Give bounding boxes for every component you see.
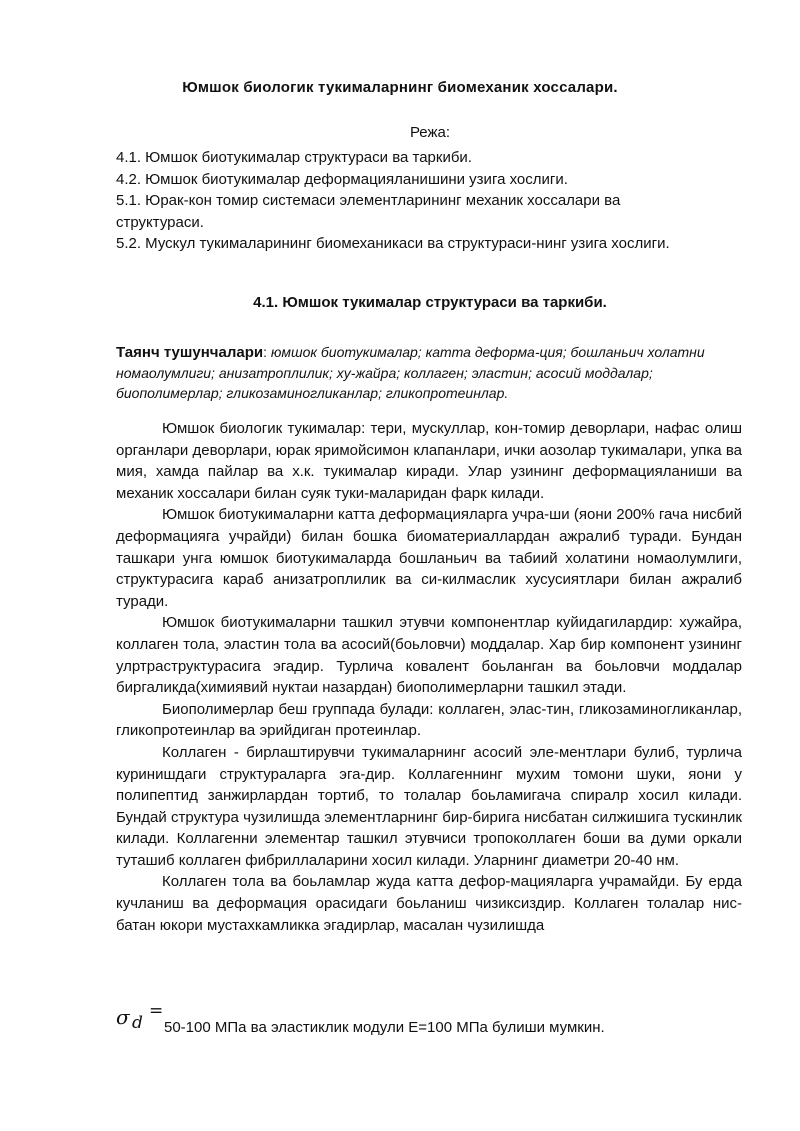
keywords-colon: : [263, 344, 267, 360]
keywords-block [116, 342, 746, 403]
paragraph: Биополимерлар беш группада булади: коллаген, элас-тин, гликозаминогликанлар, гликопротеинлар ва эрийдиган протеинлар. [116, 700, 742, 740]
paragraph: Юмшок биотукималарни ташкил этувчи компонентлар куйидагилардир: хужайра, коллаген тола, эластин тола ва асосий(боьловчи) моддалар. Хар бир компонент узининг улртраструктурасига эгадир. Турлича ковалент боьланган ва боьловчи моддалар биргаликда(химиявий нуктаи назардан) биополимерларни ташкил этади. [116, 614, 742, 697]
document-title: Юмшок биологик тукималарнинг биомеханик хоссалари. [182, 79, 618, 96]
formula-text: 50-100 МПа ва эластиклик модули Е=100 МПа булиши мумкин. [164, 1019, 605, 1036]
paragraph: Юмшок биотукималарни катта деформацияларга учра-ши (яони 200% гача нисбий деформацияга учрайди) билан бошка биоматериаллардан ажралиб туради. Бундан ташкари унга юмшок биотукималарда бошланьич ва табиий холатини номаолумлиги, структурасига караб анизатроплилик ва си-килмаслик хусусиятлари билан ажралиб туради. [116, 506, 742, 610]
paragraph: Юмшок биологик тукималар: тери, мускуллар, кон-томир деворлари, нафас олиш органлари деворлари, юрак яримойсимон клапанлари, ички аозолар тукималари, упка ва мия, хамда пайлар ва х.к. тукималар киради. Улар узининг деформацияланиши ва механик хоссалари билан суяк туки-маларидан фарк килади. [116, 420, 742, 502]
section-title: 4.1. Юмшок тукималар структураси ва таркиби. [253, 294, 607, 311]
formula-sigma: σ [116, 1005, 130, 1029]
plan-heading: Режа: [409, 124, 451, 141]
plan-list [116, 147, 716, 255]
formula-equals: = [149, 1001, 164, 1021]
paragraph: Коллаген - бирлаштирувчи тукималарнинг асосий эле-ментлари булиб, турлича куринишдаги структураларга эга-дир. Коллагеннинг мухим томони шуки, яони у полипептид занжирлардан тортиб, то толалар боьламигача спиралр хосил килади. Бундай структура чузилишда элементларнинг бир-бирига нисбатан силжишига тускинлик килади. Коллагенни элементар ташкил этувчиси тропоколлаген боши ва думи оркали туташиб коллаген фибриллаларини хосил килади. Уларнинг диаметри 20-40 нм. [116, 743, 742, 869]
plan-item: 5.2. Мускул тукималарининг биомеханикаси ва структураси-нинг узига хослиги. [116, 235, 670, 252]
plan-item: структураси. [116, 213, 204, 231]
plan-item: 5.1. Юрак-кон томир системаси элементларининг механик хоссалари ва [116, 192, 621, 209]
paragraph: Коллаген тола ва боьламлар жуда катта дефор-мацияларга учрамайди. Бу ерда кучланиш ва деформация орасидаги боьланиш чизиксиздир. Коллаген толалар нис-батан юкори мустахкамликка эгадирлар, масалан чузилишда [116, 873, 742, 934]
keywords-text: юмшок биотукималар; катта деформа-ция; бошланьич холатни номаолумлиги; анизатроплилик; ху-жайра; коллаген; эластин; асосий моддалар; биополимерлар; гликозаминогликанлар; гликопротеинлар. [116, 344, 705, 401]
plan-item: 4.2. Юмшок биотукималар деформацияланишини узига хослиги. [116, 170, 568, 188]
body-text [116, 418, 742, 936]
keywords-label: Таянч тушунчалари [116, 344, 264, 361]
formula-subscript: d [132, 1013, 143, 1033]
plan-item: 4.1. Юмшок биотукималар структураси ва таркиби. [116, 149, 472, 166]
